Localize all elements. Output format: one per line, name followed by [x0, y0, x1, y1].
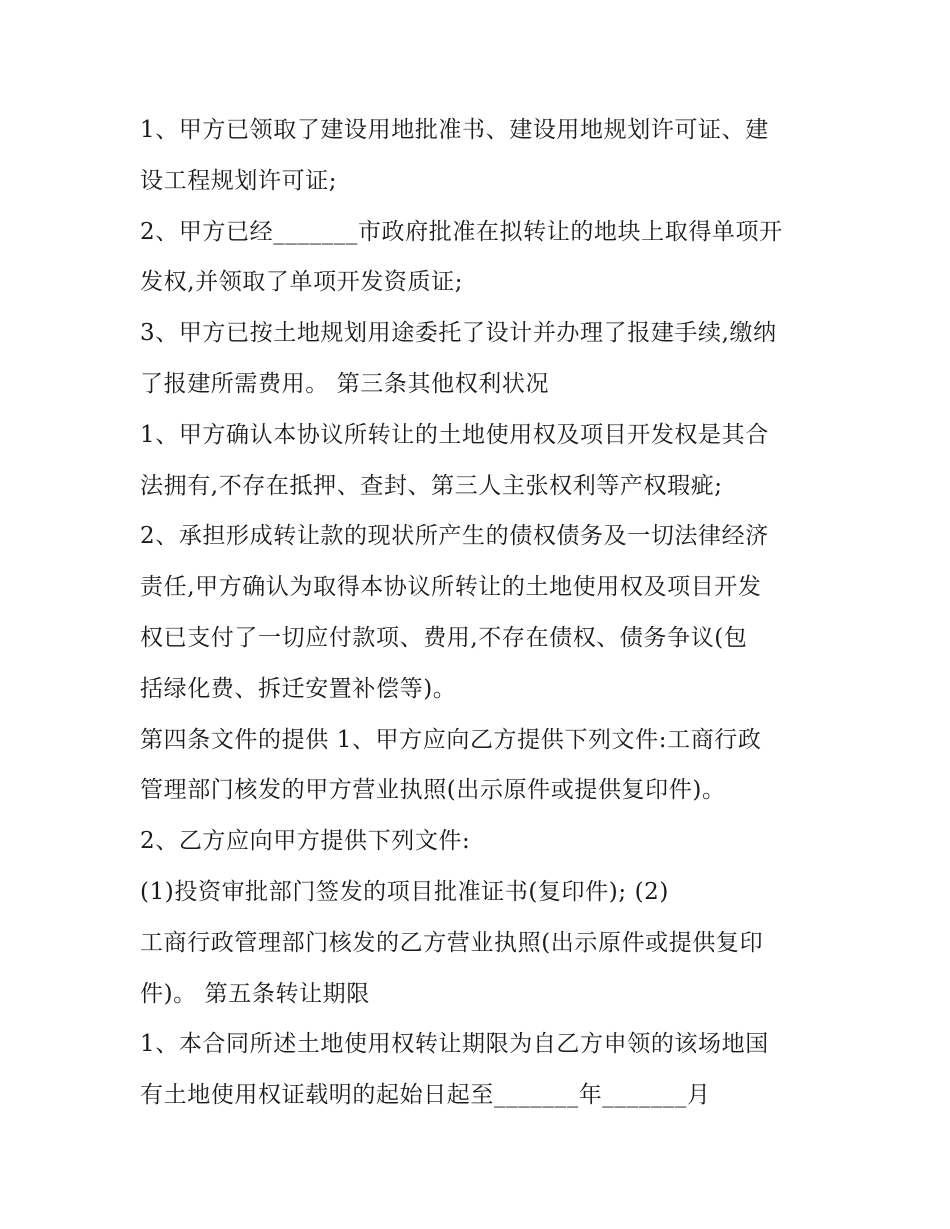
text-line: 件)。 第五条转让期限 [140, 980, 370, 1007]
text-line: 责任,甲方确认为取得本协议所转让的土地使用权及项目开发 [140, 574, 762, 601]
text-line: 设工程规划许可证; [140, 167, 338, 194]
text-line: 1、甲方确认本协议所转让的土地使用权及项目开发权是其合 [140, 421, 769, 448]
text-line: 2、承担形成转让款的现状所产生的债权债务及一切法律经济 [140, 523, 769, 550]
text-line: 1、本合同所述土地使用权转让期限为自乙方申领的该场地国 [140, 1031, 769, 1058]
text-line: 1、甲方已领取了建设用地批准书、建设用地规划许可证、建 [140, 117, 769, 143]
text-line: 权已支付了一切应付款项、费用,不存在债权、债务争议(包 [140, 624, 748, 651]
text-line: 2、乙方应向甲方提供下列文件: [140, 828, 471, 855]
text-line: 工商行政管理部门核发的乙方营业执照(出示原件或提供复印 [140, 929, 764, 956]
text-line: 2、甲方已经_______市政府批准在拟转让的地块上取得单项开 [140, 218, 783, 245]
text-line: 括绿化费、拆迁安置补偿等)。 [140, 675, 457, 702]
text-line: 3、甲方已按土地规划用途委托了设计并办理了报建手续,缴纳 [140, 320, 777, 347]
text-line: 了报建所需费用。 第三条其他权利状况 [140, 370, 550, 397]
document-body [140, 105, 820, 1121]
text-line: 有土地使用权证载明的起始日起至_______年_______月 [140, 1082, 711, 1109]
text-line: 管理部门核发的甲方营业执照(出示原件或提供复印件)。 [140, 777, 726, 804]
text-line: (1)投资审批部门签发的项目批准证书(复印件); (2) [140, 878, 669, 905]
text-line: 发权,并领取了单项开发资质证; [140, 269, 464, 296]
text-line: 法拥有,不存在抵押、查封、第三人主张权利等产权瑕疵; [140, 472, 723, 499]
text-line: 第四条文件的提供 1、甲方应向乙方提供下列文件:工商行政 [140, 726, 762, 753]
